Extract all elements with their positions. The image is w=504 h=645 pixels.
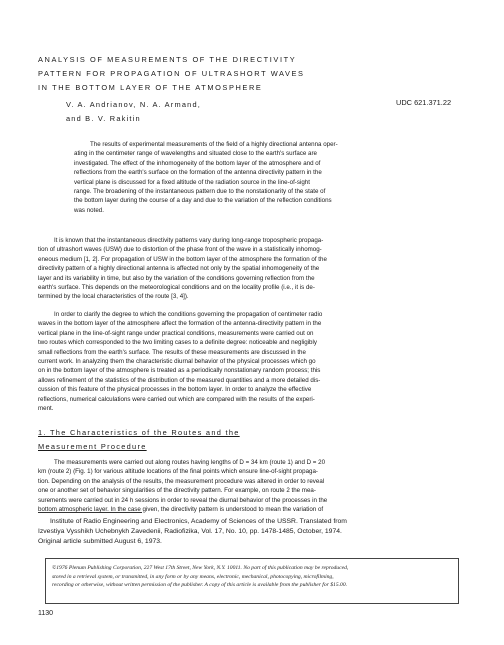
abstract-line: was noted. [74, 206, 104, 214]
body-line: on in the bottom layer of the atmosphere is treated as a periodically nonstationary random process; this [38, 367, 321, 375]
abstract-line: investigated. The effect of the inhomogeneity of the bottom layer of the atmosphere and of [74, 159, 321, 167]
authors-line: V. A. Andrianov, N. A. Armand, [66, 100, 202, 109]
paragraph-1 [38, 236, 466, 302]
authors-line: and B. V. Rakitin [66, 114, 141, 123]
affiliation-footnote [38, 517, 466, 547]
page-number: 1130 [38, 610, 54, 617]
paragraph-3 [38, 458, 466, 514]
body-line: cussion of this feature of the physical processes in the bottom layer. In order to analyze the effective [38, 386, 312, 394]
body-line: earth's surface. This depends on the meteorological conditions and on the locality profile (i.e., it is de- [38, 284, 315, 292]
body-line: layer and its variability in time, but also by the variation of the conditions governing reflection from the [38, 274, 315, 282]
title-line: PATTERN FOR PROPAGATION OF ULTRASHORT WAVES [38, 69, 305, 78]
body-line: The measurements were carried out along routes having lengths of D = 34 km (route 1) and D = 20 [54, 459, 326, 466]
copyright-line: stored in a retrieval system, or transmitted, in any form or by any means, electronic, mechanical, photocopying, microfilming, [52, 573, 334, 580]
body-line: two routes which corresponded to the two limiting cases to a definite degree: noticeable and negligibly [38, 339, 317, 347]
affiliation-line: Institute of Radio Engineering and Electronics, Academy of Sciences of the USSR. Translated from [50, 518, 347, 525]
body-line: one or another set of behavior singularities of the directivity pattern. For example, on route 2 the mea- [38, 487, 316, 495]
footnote-divider [38, 512, 142, 513]
affiliation-line: Izvestiya Vysshikh Uchebnykh Zavedenii, Radiofizika, Vol. 17, No. 10, pp. 1478-1485, October, 1974. [38, 528, 342, 535]
abstract [74, 140, 450, 215]
authors [66, 98, 386, 126]
body-line: km (route 2) (Fig. 1) for various altitude locations of the final points which ensure line-of-sight propaga- [38, 468, 318, 476]
section-heading-line: Measurement Procedure [38, 442, 147, 451]
body-line: eneous medium [1, 2]. For propagation of USW in the bottom layer of the atmosphere the formation of the [38, 255, 327, 263]
abstract-line: ating in the centimeter range of wavelengths and situated close to the earth's surface are [74, 150, 317, 158]
paragraph-2 [38, 310, 466, 413]
abstract-line: vertical plane is discussed for a fixed altitude of the radiation source in the line-of-sight [74, 178, 310, 186]
abstract-line: the bottom layer during the course of a day and due to the variation of the reflection conditions [74, 197, 332, 205]
body-line: termined by the local characteristics of the route [3, 4]). [38, 293, 189, 301]
body-line: tion of ultrashort waves (USW) due to distortion of the phase front of the wave in a statistically inhomog- [38, 246, 322, 254]
body-line: current work. In analyzing them the characteristic diurnal behavior of the physical processes which go [38, 358, 316, 366]
title-line: IN THE BOTTOM LAYER OF THE ATMOSPHERE [38, 83, 263, 92]
body-line: small reflections from the earth's surface. The results of these measurements are discussed in the [38, 348, 306, 356]
article-title [38, 53, 458, 95]
body-line: bottom atmospheric layer. In the case given, the directivity pattern is understood to mean the variation of [38, 506, 324, 514]
abstract-line: The results of experimental measurements of the field of a highly directional antenna oper- [90, 141, 338, 148]
udc-code: UDC 621.371.22 [396, 98, 452, 107]
section-heading [38, 426, 298, 454]
body-line: directivity pattern of a highly directional antenna is affected not only by the spatial inhomogeneity of the [38, 265, 320, 273]
body-line: ment. [38, 405, 54, 413]
copyright-box [45, 558, 459, 604]
section-heading-line: 1. The Characteristics of the Routes and the [38, 428, 240, 437]
copyright-line: ©1976 Plenum Publishing Corporation, 227 West 17th Street, New York, N.Y. 10011. No part of this publication may be reproduced, [52, 565, 349, 571]
copyright-line: recording or otherwise, without written permission of the publisher. A copy of this article is available from the publisher for $15.00. [52, 582, 348, 588]
body-line: vertical plane in the line-of-sight range under practical conditions, measurements were carried out on [38, 329, 314, 337]
body-line: In order to clarify the degree to which the conditions governing the propagation of centimeter radio [54, 311, 323, 318]
abstract-line: reflections from the earth's surface on the formation of the antenna directivity pattern in the [74, 169, 322, 177]
affiliation-line: Original article submitted August 6, 1973. [38, 538, 162, 545]
body-line: It is known that the instantaneous directivity patterns vary during long-range tropospheric propaga- [54, 237, 324, 244]
title-line: ANALYSIS OF MEASUREMENTS OF THE DIRECTIVITY [38, 55, 297, 64]
body-line: reflections, numerical calculations were carried out which are compared with the results of the experi- [38, 395, 315, 403]
body-line: surements were carried out in 24 h sessions in order to reveal the diurnal behavior of the processes in the [38, 496, 328, 504]
abstract-line: range. The broadening of the instantaneous pattern due to the nonstationarity of the state of [74, 188, 326, 196]
body-line: allows refinement of the statistics of the distribution of the measured quantities and a more detailed dis- [38, 376, 321, 384]
body-line: waves in the bottom layer of the atmosphere affect the formation of the antenna-directivity pattern in the [38, 320, 322, 328]
body-line: tion. Depending on the analysis of the results, the measurement procedure was altered in order to reveal [38, 477, 325, 485]
